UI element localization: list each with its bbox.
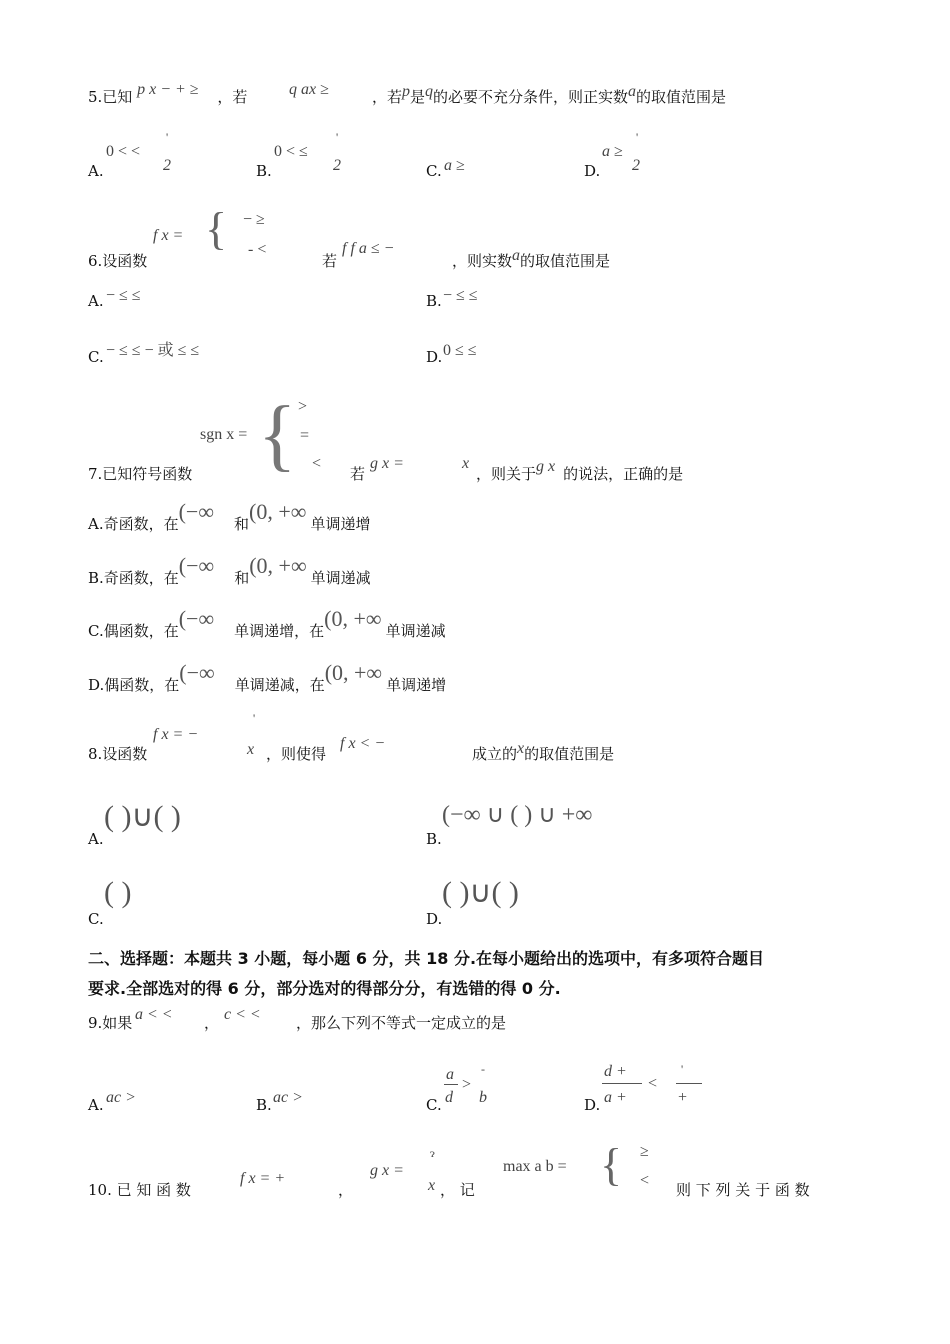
q6-option-c-expr: − ≤ ≤ − 或 ≤ ≤ <box>106 342 200 359</box>
q9-option-a-expr: ac > <box>106 1089 136 1106</box>
q6-option-b-label: B. <box>426 292 442 310</box>
q5-option-d-top: ' <box>636 130 639 144</box>
q7-option-c-end: 单调递减 <box>385 622 446 640</box>
q7-option-b-label: B.奇函数，在 <box>88 569 179 587</box>
q7-option-d <box>88 660 447 694</box>
q7-option-a-mid: 和 <box>234 515 250 533</box>
q5-option-c-label: C. <box>426 162 442 180</box>
q7-option-a-end: 单调递增 <box>310 515 371 533</box>
q8-f-def: f x = − <box>153 726 199 743</box>
q6-option-a-expr: − ≤ ≤ <box>106 287 141 304</box>
q7-g-def: g x = <box>370 455 404 472</box>
q7-option-b-interval-1: (−∞ <box>178 553 215 578</box>
q6-condition: f f a ≤ − <box>342 240 395 257</box>
q7-stem-rest <box>476 458 684 484</box>
q6-brace: { <box>205 203 228 254</box>
q7-option-a <box>88 499 371 533</box>
q7-stem-prefix: 7.已知符号函数 <box>88 465 193 483</box>
q7-option-d-end: 单调递增 <box>386 676 447 694</box>
q6-ruo: 若 <box>322 252 338 270</box>
q9-option-a-label: A. <box>88 1096 104 1114</box>
q5-option-d-expr: a ≥ <box>602 143 623 160</box>
q5-option-b-label: B. <box>256 162 272 180</box>
q5-stem <box>88 81 248 107</box>
q5-q-expression: q ax ≥ <box>289 81 329 98</box>
q5-p-symbol: p <box>402 83 411 100</box>
q7-option-b-interval-2: (0, +∞ <box>249 553 307 578</box>
q7-stem-mid: ，则关于 <box>476 465 537 483</box>
q8-option-b-expr: (−∞ ∪ ( ) ∪ +∞ <box>442 802 593 828</box>
q10-f-def: f x = + <box>240 1170 286 1187</box>
q5-a-symbol: a <box>628 83 637 100</box>
q7-option-b-mid: 和 <box>234 569 250 587</box>
q10-g-x: x <box>428 1177 436 1194</box>
q9-option-c-den2: b <box>479 1089 487 1106</box>
q8-inequality: f x < − <box>340 735 386 752</box>
q9-option-c-den: d <box>445 1089 453 1106</box>
q8-option-b-label: B. <box>426 830 442 848</box>
q9-option-d-fraction-bar-2 <box>676 1083 702 1084</box>
q8-option-a-label: A. <box>88 830 104 848</box>
q5-option-d-label: D. <box>584 162 601 180</box>
q6-piece-1: − ≥ <box>243 211 265 228</box>
q7-case-3: < <box>312 455 322 472</box>
q6-stem-suffix: ，则实数 <box>452 252 513 270</box>
q9-option-d-den: a + <box>604 1089 627 1106</box>
q7-option-a-interval-2: (0, +∞ <box>249 499 307 524</box>
q9-option-d-rel: < <box>648 1075 658 1092</box>
q7-case-2: = <box>300 427 310 444</box>
q7-g-symbol: g x <box>536 458 556 475</box>
q5-option-b-expr: 0 < ≤ <box>274 143 308 160</box>
q8-stem-mid: ，则使得 <box>266 745 327 763</box>
q7-brace: { <box>258 391 297 479</box>
q7-option-a-interval-1: (−∞ <box>178 499 215 524</box>
q7-option-c <box>88 606 446 640</box>
q5-stem-mid: 的必要不充分条件，则正实数 <box>433 88 629 106</box>
q8-option-d-expr: ( )∪( ) <box>442 876 519 909</box>
q10-case-2: < <box>640 1172 650 1189</box>
q9-option-b-expr: ac > <box>273 1089 303 1106</box>
q7-option-a-label: A.奇函数，在 <box>88 515 179 533</box>
q5-q-symbol: q <box>425 83 434 100</box>
q5-stem-suffix: 的取值范围是 <box>636 88 727 106</box>
section-2-line-1: 二、选择题：本题共 3 小题，每小题 6 分，共 18 分.在每小题给出的选项中，有多项符合题目 <box>88 949 765 968</box>
q10-stem-prefix: 10. 已 知 函 数 <box>88 1181 191 1199</box>
q5-option-a-top: ' <box>166 130 169 144</box>
q8-f-x: x <box>247 741 255 758</box>
q8-option-c-label: C. <box>88 910 104 928</box>
q6-option-b-expr: − ≤ ≤ <box>443 287 478 304</box>
q7-option-d-mid: 单调递减，在 <box>234 676 325 694</box>
q7-option-b <box>88 553 371 587</box>
q5-option-a-expr: 0 < < <box>106 143 141 160</box>
q7-option-d-label: D.偶函数，在 <box>88 676 180 694</box>
q5-connector: ，若 <box>217 88 248 106</box>
q6-stem-end: 的取值范围是 <box>520 252 611 270</box>
q5-option-b-top: ' <box>336 130 339 144</box>
q6-stem-rest <box>452 247 611 271</box>
q5-stem-prefix: 5.已知 <box>88 88 133 106</box>
q7-case-1: > <box>298 398 308 415</box>
q6-option-d-expr: 0 ≤ ≤ <box>443 342 477 359</box>
q8-stem-prefix: 8.设函数 <box>88 745 148 763</box>
q8-x-symbol: x <box>517 740 525 757</box>
q8-stem-suffix: 的取值范围是 <box>524 745 615 763</box>
q8-option-d-label: D. <box>426 910 443 928</box>
q6-option-d-label: D. <box>426 348 443 366</box>
q7-stem-suffix: 的说法，正确的是 <box>563 465 684 483</box>
q10-g-def: g x = <box>370 1162 404 1179</box>
q6-stem-prefix: 6.设函数 <box>88 252 148 270</box>
q9-option-d-label: D. <box>584 1096 601 1114</box>
q8-stem-rest <box>472 740 615 764</box>
q5-option-a-bottom: 2 <box>163 157 171 174</box>
q10-max-lhs: max a b = <box>503 1158 567 1175</box>
q6-piece-2: - < <box>248 241 267 258</box>
q9-option-c-num: a <box>446 1066 454 1083</box>
q9-comma: ， <box>204 1014 220 1032</box>
q9-option-b-label: B. <box>256 1096 272 1114</box>
q10-comma: ， <box>338 1181 354 1199</box>
q6-f-lhs: f x = <box>153 227 184 244</box>
q5-p-expression: p x − + ≥ <box>137 81 199 98</box>
q7-option-c-interval-1: (−∞ <box>178 606 215 631</box>
q10-ji: ， 记 <box>440 1181 475 1199</box>
section-2-line-2: 要求.全部选对的得 6 分，部分选对的得部分分，有选错的得 0 分. <box>88 979 561 998</box>
q9-option-c-num2: - <box>481 1062 485 1076</box>
q7-option-d-interval-1: (−∞ <box>179 660 215 685</box>
q7-option-c-mid: 单调递增，在 <box>234 622 325 640</box>
q7-option-c-interval-2: (0, +∞ <box>324 606 382 631</box>
q5-if-text: ，若 <box>372 88 403 106</box>
q9-condition-1: a < < <box>135 1006 173 1023</box>
q8-option-a-expr: ( )∪( ) <box>104 800 181 833</box>
q7-option-d-interval-2: (0, +∞ <box>324 660 383 685</box>
q10-g-top: ɂ <box>430 1146 435 1160</box>
q7-g-rhs: x <box>462 455 470 472</box>
q6-option-c-label: C. <box>88 348 104 366</box>
q5-option-b-bottom: 2 <box>333 157 341 174</box>
q9-option-d-den2: + <box>678 1089 688 1106</box>
q8-stem-mid2: 成立的 <box>472 745 518 763</box>
q9-option-c-fraction-bar <box>444 1084 458 1085</box>
q7-option-c-label: C.偶函数，在 <box>88 622 179 640</box>
q9-option-d-num2: ' <box>681 1062 684 1076</box>
q9-option-d-fraction-bar <box>602 1083 642 1084</box>
q9-option-c-label: C. <box>426 1096 442 1114</box>
q10-brace: { <box>600 1139 623 1190</box>
q10-stem-suffix: 则 下 列 关 于 函 数 <box>676 1181 810 1199</box>
q5-is-text: 是 <box>410 88 426 106</box>
q5-q-block <box>289 80 329 99</box>
q9-stem-suffix: ，那么下列不等式一定成立的是 <box>296 1014 507 1032</box>
q7-sgn-lhs <box>200 426 247 444</box>
q7-sgn-text: sgn x = <box>200 426 248 443</box>
q7-ruo: 若 <box>350 465 366 483</box>
q6-option-a-label: A. <box>88 292 104 310</box>
q9-option-d-num: d + <box>604 1063 627 1080</box>
q6-a-symbol: a <box>512 247 521 264</box>
q5-stem-rest <box>372 83 727 107</box>
q5-option-c-expr: a ≥ <box>444 157 465 174</box>
q10-case-1: ≥ <box>640 1143 649 1160</box>
q8-f-top: ' <box>253 711 256 725</box>
q9-option-c-rel: > <box>462 1076 472 1093</box>
q5-option-d-bottom: 2 <box>632 157 640 174</box>
q9-condition-2: c < < <box>224 1006 261 1023</box>
q5-option-a-label: A. <box>88 162 104 180</box>
q7-option-b-end: 单调递减 <box>310 569 371 587</box>
q9-stem-prefix: 9.如果 <box>88 1014 133 1032</box>
q8-option-c-expr: ( ) <box>104 876 132 909</box>
